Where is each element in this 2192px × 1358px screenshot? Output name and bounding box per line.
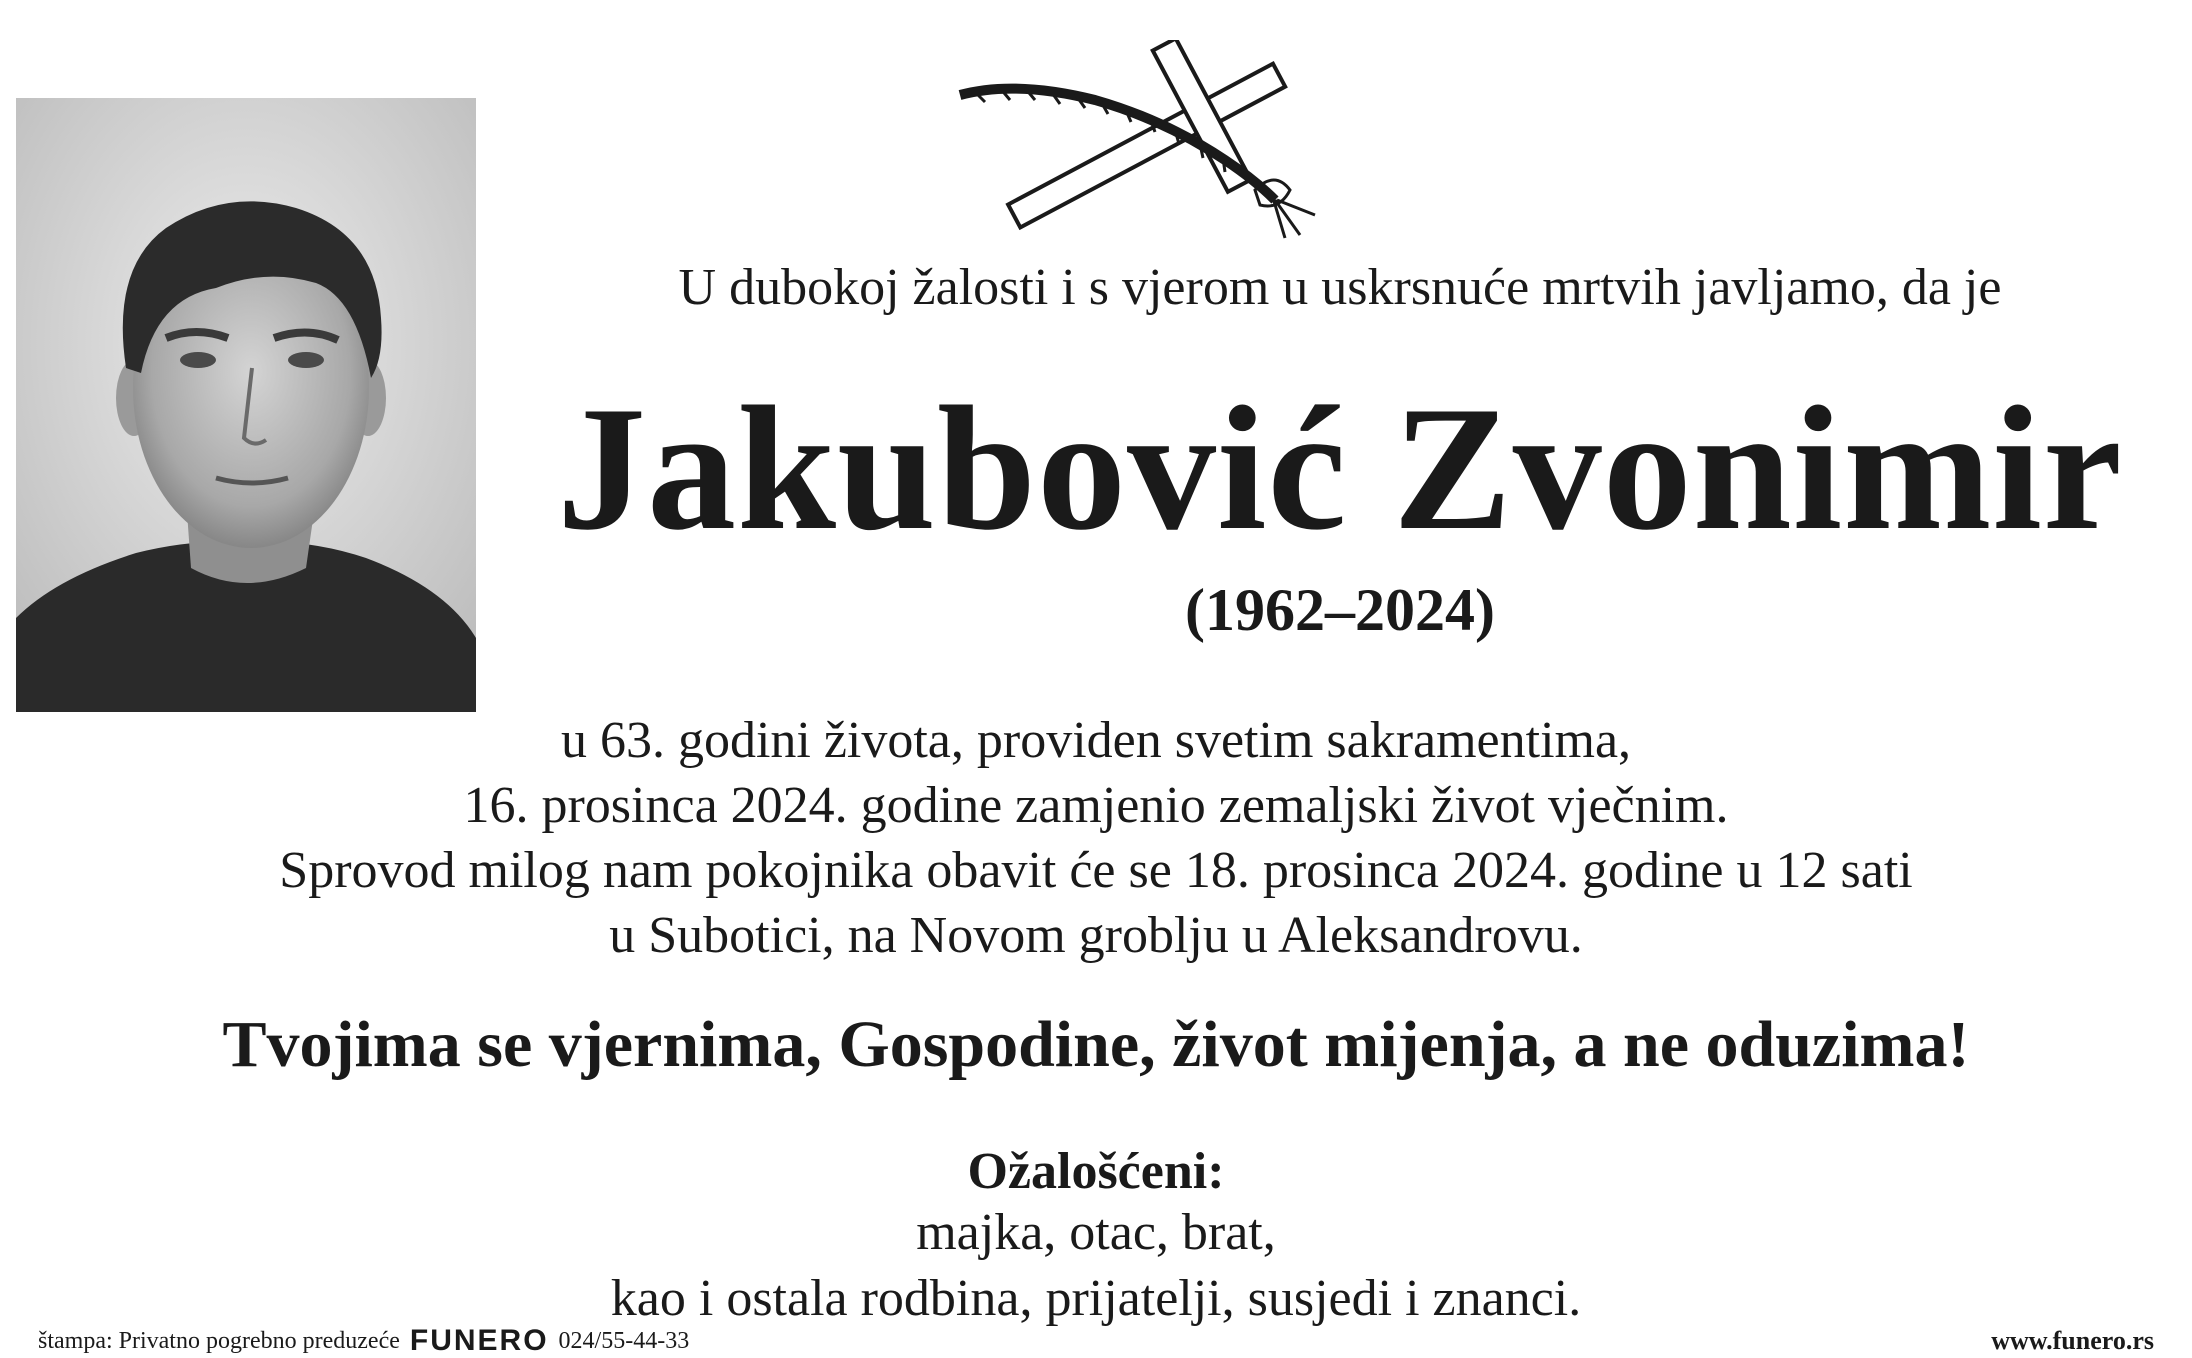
body-line-1: u 63. godini života, providen svetim sakramentima,: [560, 712, 1632, 769]
portrait-photo: [16, 98, 476, 712]
announcement-body: [40, 708, 2152, 968]
print-label: štampa: Privatno pogrebno preduzeće: [38, 1328, 400, 1354]
cross-with-palm-icon: [955, 40, 1345, 240]
mourners-list: [300, 1200, 1892, 1332]
body-line-2: 16. prosinca 2024. godine zamjenio zemaljski život vječnim.: [463, 777, 1729, 834]
website-link[interactable]: www.funero.rs: [1991, 1326, 2154, 1355]
deceased-years: (1962–2024): [1185, 577, 1495, 643]
verse-text: Tvojima se vjernima, Gospodine, život mijenja, a ne oduzima!: [222, 1008, 1970, 1081]
body-line-3: Sprovod milog nam pokojnika obavit će se 18. prosinca 2024. godine u 12 sati: [279, 842, 1913, 899]
intro-text: U dubokoj žalosti i s vjerom u uskrsnuće mrtvih javljamo, da je: [678, 259, 2002, 316]
footer-print-info: [38, 1326, 689, 1356]
brand-logo: FUNERO: [409, 1324, 549, 1357]
body-line-4: u Subotici, na Novom groblju u Aleksandrovu.: [609, 907, 1583, 964]
mourners-line-1: majka, otac, brat,: [916, 1204, 1276, 1261]
mourners-title: Ožalošćeni:: [967, 1143, 1225, 1200]
mourners-line-2: kao i ostala rodbina, prijatelji, susjedi i znanci.: [610, 1270, 1582, 1327]
phone-number: 024/55-44-33: [558, 1328, 690, 1354]
deceased-name: Jakubović Zvonimir: [557, 369, 2123, 567]
